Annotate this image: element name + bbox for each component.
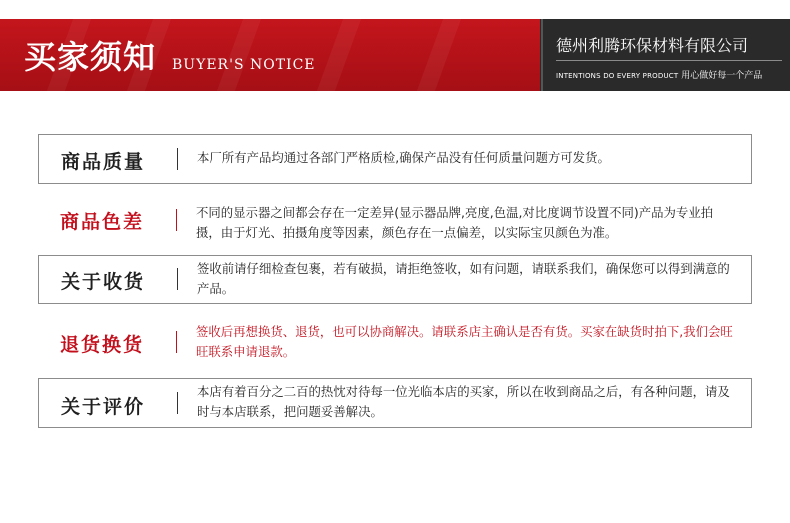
notice-separator xyxy=(177,268,178,290)
header-divider xyxy=(541,19,543,91)
company-name: 德州利腾环保材料有限公司 xyxy=(556,36,749,55)
notice-label: 关于收货 xyxy=(61,271,146,293)
notice-reviews xyxy=(38,378,752,428)
header-title: 买家须知 xyxy=(24,38,157,76)
notice-text: 不同的显示器之间都会存在一定差异(显示器品牌,亮度,色温,对比度调节设置不同)产品为专业拍摄，由于灯光、拍摄角度等因素，颜色存在一点偏差，以实际宝贝颜色为准。 xyxy=(196,205,714,240)
notice-text: 本厂所有产品均通过各部门严格质检,确保产品没有任何质量问题方可发货。 xyxy=(197,150,610,165)
slogan-cn: 用心做好每一个产品 xyxy=(681,71,763,81)
notice-label: 商品质量 xyxy=(61,151,146,173)
header-subtitle: BUYER'S NOTICE xyxy=(172,57,316,73)
notice-label: 关于评价 xyxy=(61,396,146,418)
notice-color-difference xyxy=(38,201,750,245)
notice-separator xyxy=(176,331,177,353)
header-banner xyxy=(0,19,790,91)
slogan-en: INTENTIONS DO EVERY PRODUCT xyxy=(556,72,679,80)
notice-label: 退货换货 xyxy=(60,334,145,356)
notice-separator xyxy=(177,148,178,170)
notice-separator xyxy=(177,392,178,414)
notice-text: 签收前请仔细检查包裹，若有破损，请拒绝签收，如有问题，请联系我们，确保您可以得到满意的产品。 xyxy=(197,261,730,296)
company-underline xyxy=(556,60,782,61)
notice-text: 签收后再想换货、退货，也可以协商解决。请联系店主确认是否有货。买家在缺货时拍下,我们会旺旺联系申请退款。 xyxy=(196,324,733,359)
company-slogan xyxy=(556,68,762,81)
notice-returns xyxy=(38,320,750,364)
notice-label: 商品色差 xyxy=(60,211,145,233)
header-red-panel xyxy=(0,19,540,91)
notice-quality xyxy=(38,134,752,184)
notice-receiving xyxy=(38,255,752,304)
notice-separator xyxy=(176,209,177,231)
notice-text: 本店有着百分之二百的热忱对待每一位光临本店的买家，所以在收到商品之后，有各种问题，请及时与本店联系，把问题妥善解决。 xyxy=(197,384,730,419)
